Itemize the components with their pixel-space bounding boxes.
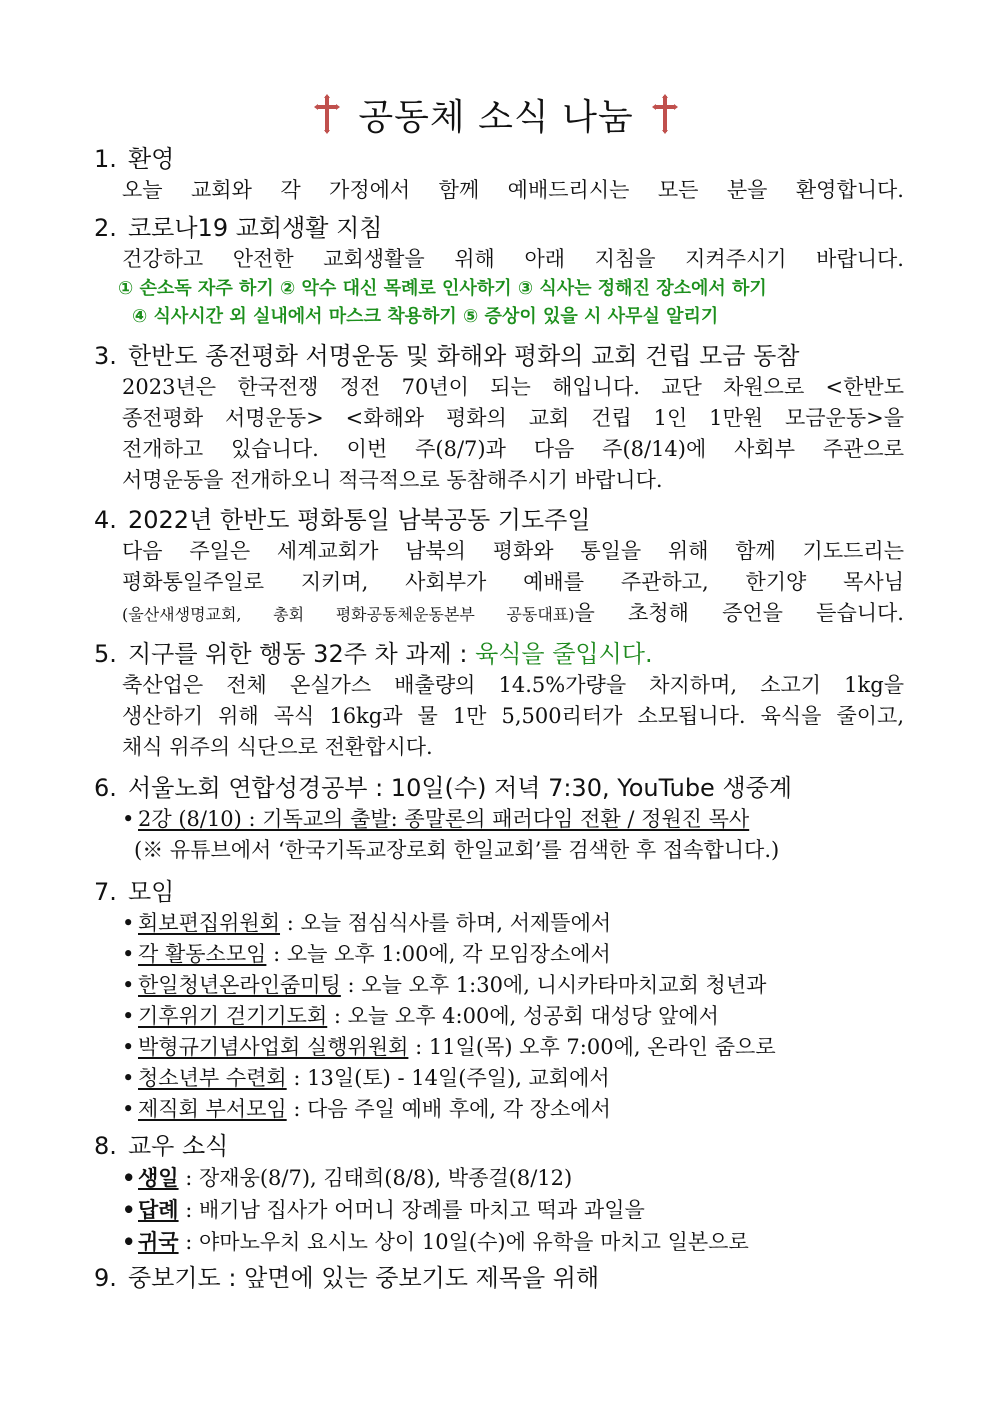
list-item: • 각 활동소모임 : 오늘 오후 1:00에, 각 모임장소에서	[122, 942, 611, 966]
list-item: • 귀국 : 야마노우치 요시노 상이 10일(수)에 유학을 마치고 일본으로	[122, 1229, 749, 1254]
section-body-line: 서명운동을 전개하오니 적극적으로 동참해주시기 바랍니다.	[122, 468, 663, 492]
section-welcome	[94, 143, 904, 206]
section-covid-guidelines	[94, 212, 904, 331]
section-heading: 1. 환영	[94, 145, 175, 173]
section-meetings	[94, 876, 904, 1125]
section-body-line: (울산새생명교회, 총회 평화공동체운동본부 공동대표)을 초청해 증언을 듣습니다.	[122, 601, 904, 625]
section-heading: 4. 2022년 한반도 평화통일 남북공동 기도주일	[94, 506, 591, 534]
list-item: • 제직회 부서모임 : 다음 주일 예배 후에, 각 장소에서	[122, 1097, 611, 1121]
section-body-line: 축산업은 전체 온실가스 배출량의 14.5%가량을 차지하며, 소고기 1kg을	[122, 673, 904, 697]
list-item: • 답례 : 배기남 집사가 어머니 장례를 마치고 떡과 과일을	[122, 1197, 645, 1222]
page-title: 공동체 소식 나눔	[358, 96, 634, 138]
section-body-line: 종전평화 서명운동> <화해와 평화의 교회 건립 1인 1만원 모금운동>을	[122, 406, 904, 430]
section-prayer-sunday	[94, 504, 904, 630]
section-heading: 8. 교우 소식	[94, 1132, 229, 1160]
section-body-line: 다음 주일은 세계교회가 남북의 평화와 통일을 위해 함께 기도드리는	[122, 539, 904, 563]
section-body-line: 2023년은 한국전쟁 정전 70년이 되는 해입니다. 교단 차원으로 <한반도	[122, 375, 904, 399]
section-body-line: 평화통일주일로 지키며, 사회부가 예배를 주관하고, 한기양 목사님	[122, 570, 904, 594]
note-line: (※ 유튜브에서 ‘한국기독교장로회 한일교회’를 검색한 후 접속합니다.)	[134, 838, 780, 862]
section-heading: 5. 지구를 위한 행동 32주 차 과제 : 육식을 줄입시다.	[94, 640, 653, 668]
section-body-line: 건강하고 안전한 교회생활을 위해 아래 지침을 지켜주시기 바랍니다.	[122, 247, 904, 271]
bullet-line: • 2강 (8/10) : 기독교의 출발: 종말론의 패러다임 전환 / 정원진 목사	[122, 807, 750, 831]
list-item: • 청소년부 수련회 : 13일(토) - 14일(주일), 교회에서	[122, 1066, 610, 1090]
cross-icon	[314, 94, 340, 134]
list-item: • 생일 : 장재웅(8/7), 김태희(8/8), 박종걸(8/12)	[122, 1165, 573, 1190]
section-bible-study	[94, 772, 904, 866]
list-item: • 기후위기 걷기기도회 : 오늘 오후 4:00에, 성공회 대성당 앞에서	[122, 1004, 719, 1028]
section-peace-campaign	[94, 340, 904, 496]
list-item: • 한일청년온라인줌미팅 : 오늘 오후 1:30에, 니시카타마치교회 청년과	[122, 973, 767, 997]
section-heading: 2. 코로나19 교회생활 지침	[94, 214, 383, 242]
list-item: • 회보편집위원회 : 오늘 점심식사를 하며, 서제뜰에서	[122, 911, 612, 935]
guideline-line: ④ 식사시간 외 실내에서 마스크 착용하기 ⑤ 증상이 있을 시 사무실 알리기	[132, 306, 719, 327]
section-heading: 7. 모임	[94, 878, 175, 906]
section-member-news	[94, 1130, 904, 1258]
section-body-line: 채식 위주의 식단으로 전환합시다.	[122, 735, 433, 759]
section-intercession	[94, 1262, 904, 1294]
section-earth-action	[94, 638, 904, 763]
cross-icon	[652, 94, 678, 134]
section-heading: 3. 한반도 종전평화 서명운동 및 화해와 평화의 교회 건립 모금 동참	[94, 342, 800, 370]
section-heading: 6. 서울노회 연합성경공부 : 10일(수) 저녁 7:30, YouTube 생중계	[94, 774, 792, 802]
section-body-line: 전개하고 있습니다. 이번 주(8/7)과 다음 주(8/14)에 사회부 주관으로	[122, 437, 904, 461]
section-heading: 9. 중보기도 : 앞면에 있는 중보기도 제목을 위해	[94, 1264, 600, 1292]
section-body-line: 오늘 교회와 각 가정에서 함께 예배드리시는 모든 분을 환영합니다.	[122, 178, 904, 202]
guideline-line: ① 손소독 자주 하기 ② 악수 대신 목례로 인사하기 ③ 식사는 정해진 장소에서 하기	[118, 278, 767, 299]
section-body-line: 생산하기 위해 곡식 16kg과 물 1만 5,500리터가 소모됩니다. 육식을 줄이고,	[122, 704, 904, 728]
page-title-row	[0, 88, 992, 140]
list-item: • 박형규기념사업회 실행위원회 : 11일(목) 오후 7:00에, 온라인 줌으로	[122, 1035, 776, 1059]
